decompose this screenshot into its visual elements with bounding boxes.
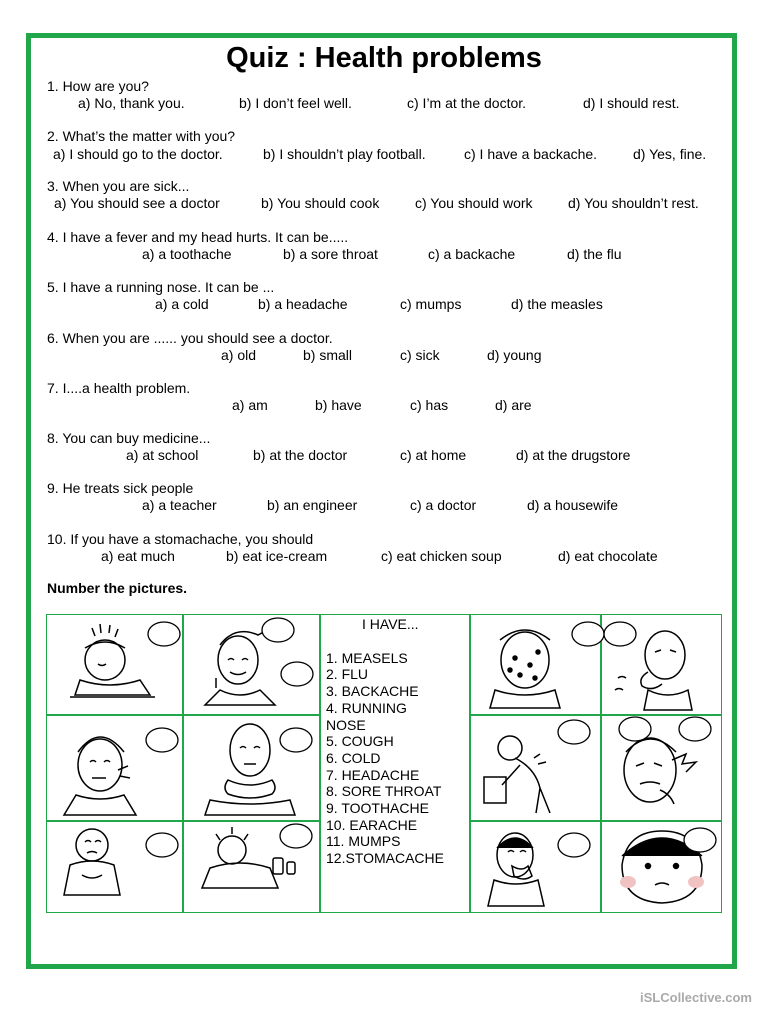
q6-option-a: a) old	[221, 347, 257, 363]
q8-option-a: a) at school	[126, 447, 199, 463]
q4-option-a: a) a toothache	[142, 246, 232, 262]
q1-option-b: b) I don’t feel well.	[239, 95, 352, 111]
q3-option-c: c) You should work	[415, 195, 533, 211]
q5-option-d: d) the measles	[511, 296, 603, 312]
list-item: NOSE	[326, 716, 366, 733]
answer-bubble[interactable]	[558, 720, 590, 744]
q8-option-c: c) at home	[400, 447, 467, 463]
list-item: 4. RUNNING	[326, 699, 407, 716]
q9-option-c: c) a doctor	[410, 497, 477, 513]
list-item: 7. HEADACHE	[326, 766, 420, 783]
answer-bubble[interactable]	[281, 662, 313, 686]
answer-bubble[interactable]	[604, 622, 636, 646]
q4-option-c: c) a backache	[428, 246, 516, 262]
q5-option-b: b) a headache	[258, 296, 348, 312]
q2-option-b: b) I shouldn’t play football.	[263, 146, 426, 162]
toothache-figure	[64, 737, 136, 815]
answer-bubble[interactable]	[558, 833, 590, 857]
page-title: Quiz : Health problems	[226, 42, 542, 74]
list-item: 10. EARACHE	[326, 816, 418, 833]
q7-option-c: c) has	[410, 397, 449, 413]
question-8: 8. You can buy medicine...	[47, 430, 211, 446]
list-item: 12.STOMACACHE	[326, 850, 444, 867]
list-item: 1. MEASELS	[326, 649, 408, 666]
answer-bubble[interactable]	[262, 618, 294, 642]
earache-figure	[624, 738, 696, 804]
answer-bubble[interactable]	[146, 833, 178, 857]
answer-bubble[interactable]	[572, 622, 604, 646]
q7-option-a: a) am	[232, 397, 268, 413]
answer-bubble[interactable]	[619, 717, 651, 741]
q7-option-b: b) have	[315, 397, 362, 413]
question-7: 7. I....a health problem.	[47, 380, 191, 396]
q5-option-c: c) mumps	[400, 296, 462, 312]
question-1: 1. How are you?	[47, 78, 149, 94]
list-item: 2. FLU	[326, 666, 369, 683]
q2-option-a: a) I should go to the doctor.	[53, 146, 223, 162]
q3-option-a: a) You should see a doctor	[54, 195, 220, 211]
q6-option-d: d) young	[487, 347, 542, 363]
question-9: 9. He treats sick people	[47, 480, 194, 496]
answer-bubble[interactable]	[146, 728, 178, 752]
question-5: 5. I have a running nose. It can be ...	[47, 279, 275, 295]
q8-option-d: d) at the drugstore	[516, 447, 631, 463]
question-3: 3. When you are sick...	[47, 178, 190, 194]
backache-figure	[484, 736, 550, 813]
q9-option-a: a) a teacher	[142, 497, 217, 513]
question-4: 4. I have a fever and my head hurts. It can be.....	[47, 229, 349, 245]
headache-figure	[70, 624, 155, 697]
pictures-heading: Number the pictures.	[47, 580, 188, 596]
q6-option-b: b) small	[303, 347, 353, 363]
answer-bubble[interactable]	[280, 728, 312, 752]
q2-option-d: d) Yes, fine.	[633, 146, 707, 162]
question-10: 10. If you have a stomachache, you should	[47, 531, 314, 547]
q2-option-c: c) I have a backache.	[464, 146, 598, 162]
q1-option-a: a) No, thank you.	[78, 95, 185, 111]
answer-bubble[interactable]	[280, 824, 312, 848]
list-item: 11. MUMPS	[326, 833, 401, 850]
measles-figure	[490, 630, 560, 708]
q6-option-c: c) sick	[400, 347, 440, 363]
sick-man-figure	[205, 627, 275, 705]
q1-option-d: d) I should rest.	[583, 95, 680, 111]
stomachache-figure	[64, 829, 120, 895]
q8-option-b: b) at the doctor	[253, 447, 348, 463]
answer-bubble[interactable]	[684, 828, 716, 852]
q5-option-a: a) a cold	[155, 296, 209, 312]
question-2: 2. What’s the matter with you?	[47, 128, 236, 144]
q9-option-b: b) an engineer	[267, 497, 358, 513]
list-item: 8. SORE THROAT	[326, 783, 442, 800]
answer-bubble[interactable]	[679, 717, 711, 741]
list-header: I HAVE...	[362, 616, 419, 632]
watermark: iSLCollective.com	[640, 990, 752, 1005]
q4-option-d: d) the flu	[567, 246, 622, 262]
q3-option-b: b) You should cook	[261, 195, 380, 211]
q10-option-d: d) eat chocolate	[558, 548, 658, 564]
cold-figure	[488, 833, 544, 906]
q9-option-d: d) a housewife	[527, 497, 619, 513]
list-item: 5. COUGH	[326, 733, 394, 750]
q4-option-b: b) a sore throat	[283, 246, 378, 262]
list-item: 3. BACKACHE	[326, 683, 419, 700]
list-item: 9. TOOTHACHE	[326, 800, 429, 817]
q10-option-c: c) eat chicken soup	[381, 548, 502, 564]
q3-option-d: d) You shouldn’t rest.	[568, 195, 699, 211]
question-6: 6. When you are ...... you should see a doctor.	[47, 330, 333, 346]
q10-option-a: a) eat much	[101, 548, 175, 564]
q10-option-b: b) eat ice-cream	[226, 548, 328, 564]
list-item: 6. COLD	[326, 749, 381, 766]
answer-bubble[interactable]	[148, 622, 180, 646]
q7-option-d: d) are	[495, 397, 532, 413]
q1-option-c: c) I’m at the doctor.	[407, 95, 527, 111]
